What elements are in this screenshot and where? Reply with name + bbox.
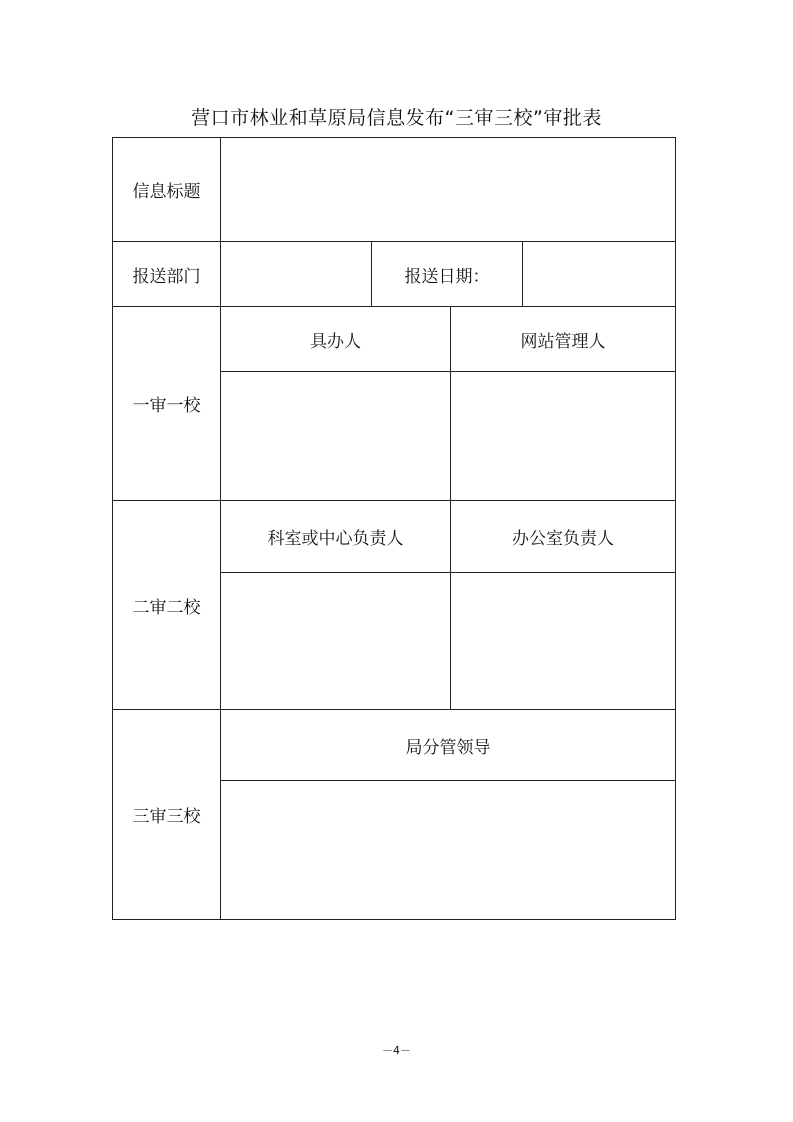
info-title-field[interactable] (221, 138, 676, 242)
review1-label: 一审一校 (113, 307, 221, 501)
review2-col1-header: 科室或中心负责人 (221, 501, 451, 573)
review3-header: 局分管领导 (221, 710, 676, 781)
review2-label: 二审二校 (113, 501, 221, 710)
dept-field[interactable] (221, 242, 372, 307)
document-title: 营口市林业和草原局信息发布“三审三校”审批表 (191, 107, 602, 129)
date-field[interactable] (523, 242, 676, 307)
dept-label: 报送部门 (113, 242, 221, 307)
review3-field[interactable] (221, 781, 676, 920)
review1-col1-field[interactable] (221, 372, 451, 501)
row-review3-header (113, 710, 676, 781)
date-label: 报送日期： (372, 242, 523, 307)
page-number: －4－ (382, 1044, 411, 1057)
review2-col2-header: 办公室负责人 (451, 501, 676, 573)
review1-col1-header: 具办人 (221, 307, 451, 372)
review1-col2-header: 网站管理人 (451, 307, 676, 372)
row-review1-header (113, 307, 676, 372)
info-title-label: 信息标题 (113, 138, 221, 242)
approval-form-table (112, 137, 676, 920)
review2-col1-field[interactable] (221, 573, 451, 710)
row-dept-date (113, 242, 676, 307)
review1-col2-field[interactable] (451, 372, 676, 501)
row-review2-header (113, 501, 676, 573)
row-info-title (113, 138, 676, 242)
review2-col2-field[interactable] (451, 573, 676, 710)
review3-label: 三审三校 (113, 710, 221, 920)
